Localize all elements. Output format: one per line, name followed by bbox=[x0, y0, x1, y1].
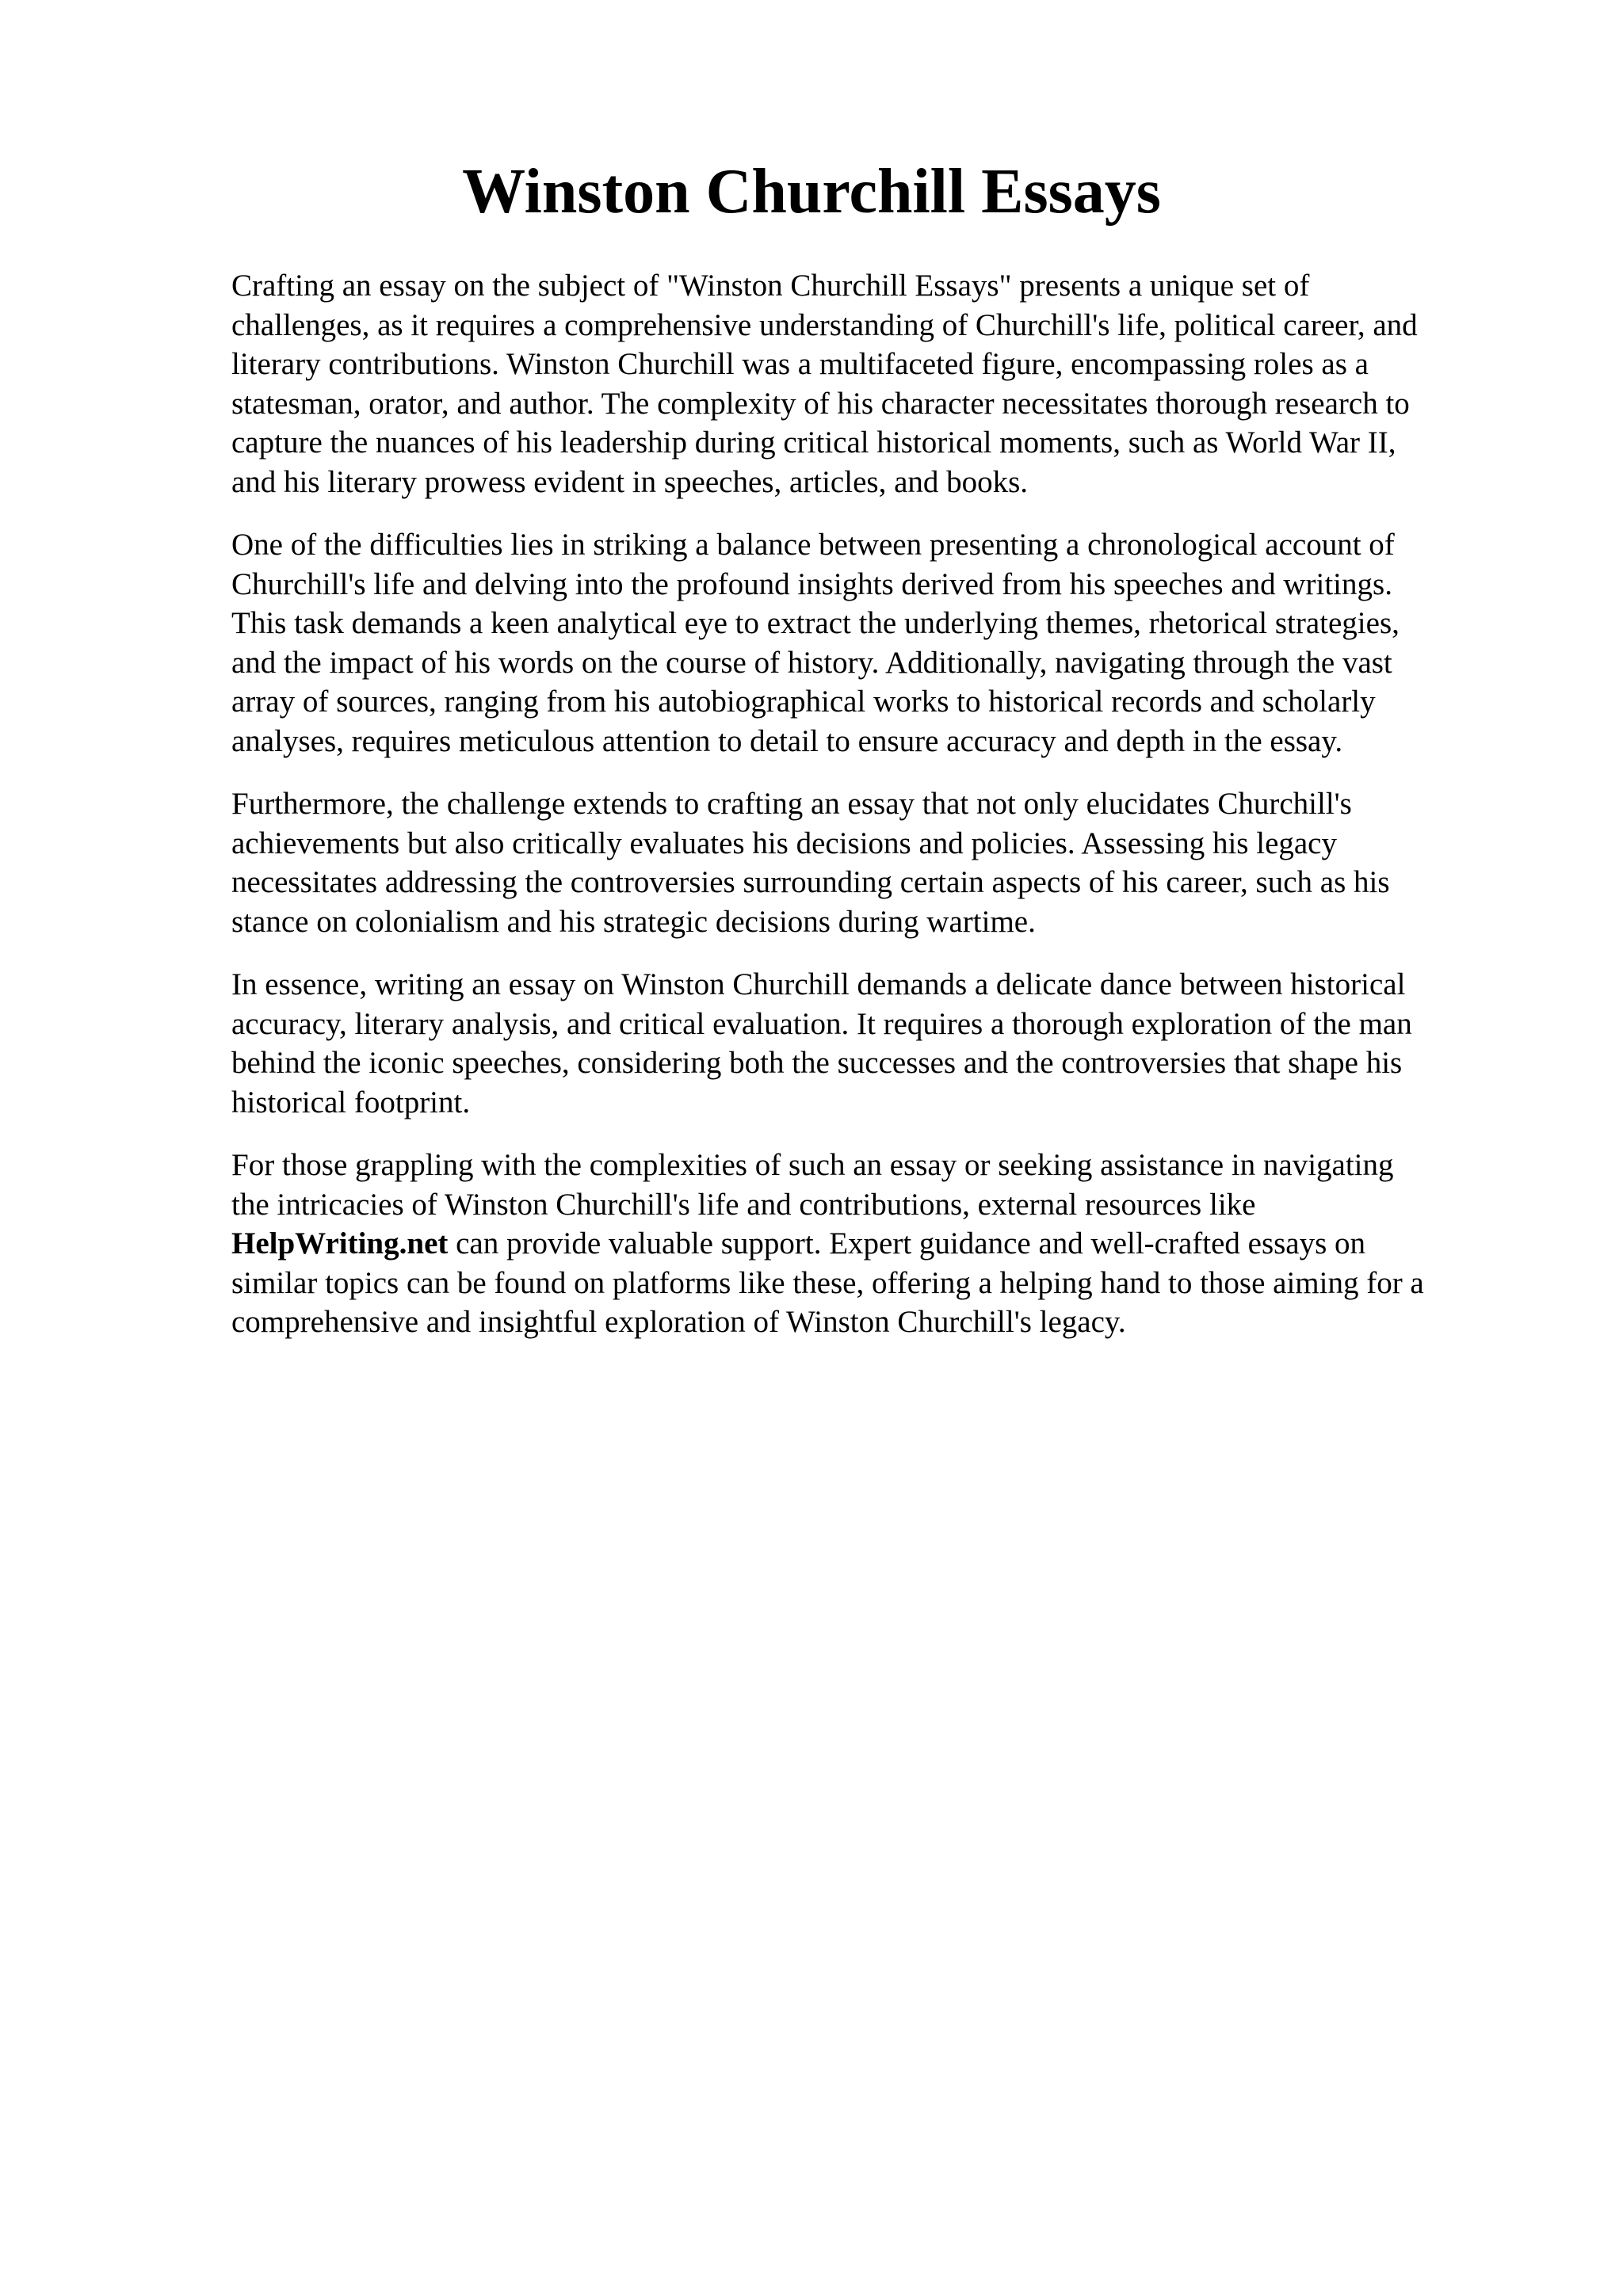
text-line: the intricacies of Winston Churchill's life and contributions, external resources like bbox=[231, 1187, 1256, 1222]
helpwriting-link[interactable]: HelpWriting.net bbox=[231, 1226, 449, 1261]
text-line: array of sources, ranging from his autobiographical works to historical records and scholarly bbox=[231, 685, 1376, 719]
text-line: historical footprint. bbox=[231, 1085, 471, 1119]
text-line: In essence, writing an essay on Winston Churchill demands a delicate dance between historical bbox=[231, 967, 1406, 1001]
text-line: One of the difficulties lies in striking a balance between presenting a chronological account of bbox=[231, 528, 1395, 562]
text-line-with-link bbox=[231, 1224, 1515, 1264]
text-line: and his literary prowess evident in speeches, articles, and books. bbox=[231, 464, 1029, 499]
text-line: Crafting an essay on the subject of "Winston Churchill Essays" presents a unique set of bbox=[231, 269, 1310, 303]
text-line: stance on colonialism and his strategic decisions during wartime. bbox=[231, 904, 1036, 939]
paragraph-2 bbox=[231, 525, 1515, 761]
text-line: analyses, requires meticulous attention to detail to ensure accuracy and depth in the essay. bbox=[231, 723, 1343, 758]
text-line: accuracy, literary analysis, and critical evaluation. It requires a thorough exploration of the man bbox=[231, 1006, 1412, 1041]
text-line: capture the nuances of his leadership during critical historical moments, such as World War II, bbox=[231, 425, 1396, 460]
paragraph-3 bbox=[231, 784, 1515, 941]
text-line: similar topics can be found on platforms like these, offering a helping hand to those aiming for a bbox=[231, 1265, 1424, 1300]
paragraph-4 bbox=[231, 965, 1515, 1122]
text-line: necessitates addressing the controversies surrounding certain aspects of his career, such as his bbox=[231, 865, 1390, 899]
paragraph-1 bbox=[231, 266, 1515, 502]
paragraph-5 bbox=[231, 1146, 1515, 1342]
text-line: achievements but also critically evaluates his decisions and policies. Assessing his legacy bbox=[231, 826, 1337, 860]
page-title: Winston Churchill Essays bbox=[462, 157, 1161, 227]
text-line: literary contributions. Winston Churchill was a multifaceted figure, encompassing roles as a bbox=[231, 347, 1369, 381]
text-line: comprehensive and insightful exploration of Winston Churchill's legacy. bbox=[231, 1305, 1126, 1339]
text-line: This task demands a keen analytical eye to extract the underlying themes, rhetorical strategies, bbox=[231, 606, 1400, 640]
text-segment: can provide valuable support. Expert guidance and well-crafted essays on bbox=[448, 1226, 1366, 1261]
text-line: Churchill's life and delving into the profound insights derived from his speeches and writings. bbox=[231, 566, 1392, 601]
text-line: For those grappling with the complexities of such an essay or seeking assistance in navigating bbox=[231, 1148, 1394, 1182]
text-line: behind the iconic speeches, considering both the successes and the controversies that shape his bbox=[231, 1046, 1403, 1080]
essay-body bbox=[231, 266, 1515, 1366]
text-line: statesman, orator, and author. The complexity of his character necessitates thorough research to bbox=[231, 386, 1410, 421]
text-line: Furthermore, the challenge extends to crafting an essay that not only elucidates Churchill's bbox=[231, 787, 1352, 821]
text-line: challenges, as it requires a comprehensive understanding of Churchill's life, political career, and bbox=[231, 307, 1418, 342]
text-line: and the impact of his words on the course of history. Additionally, navigating through the vast bbox=[231, 645, 1392, 680]
